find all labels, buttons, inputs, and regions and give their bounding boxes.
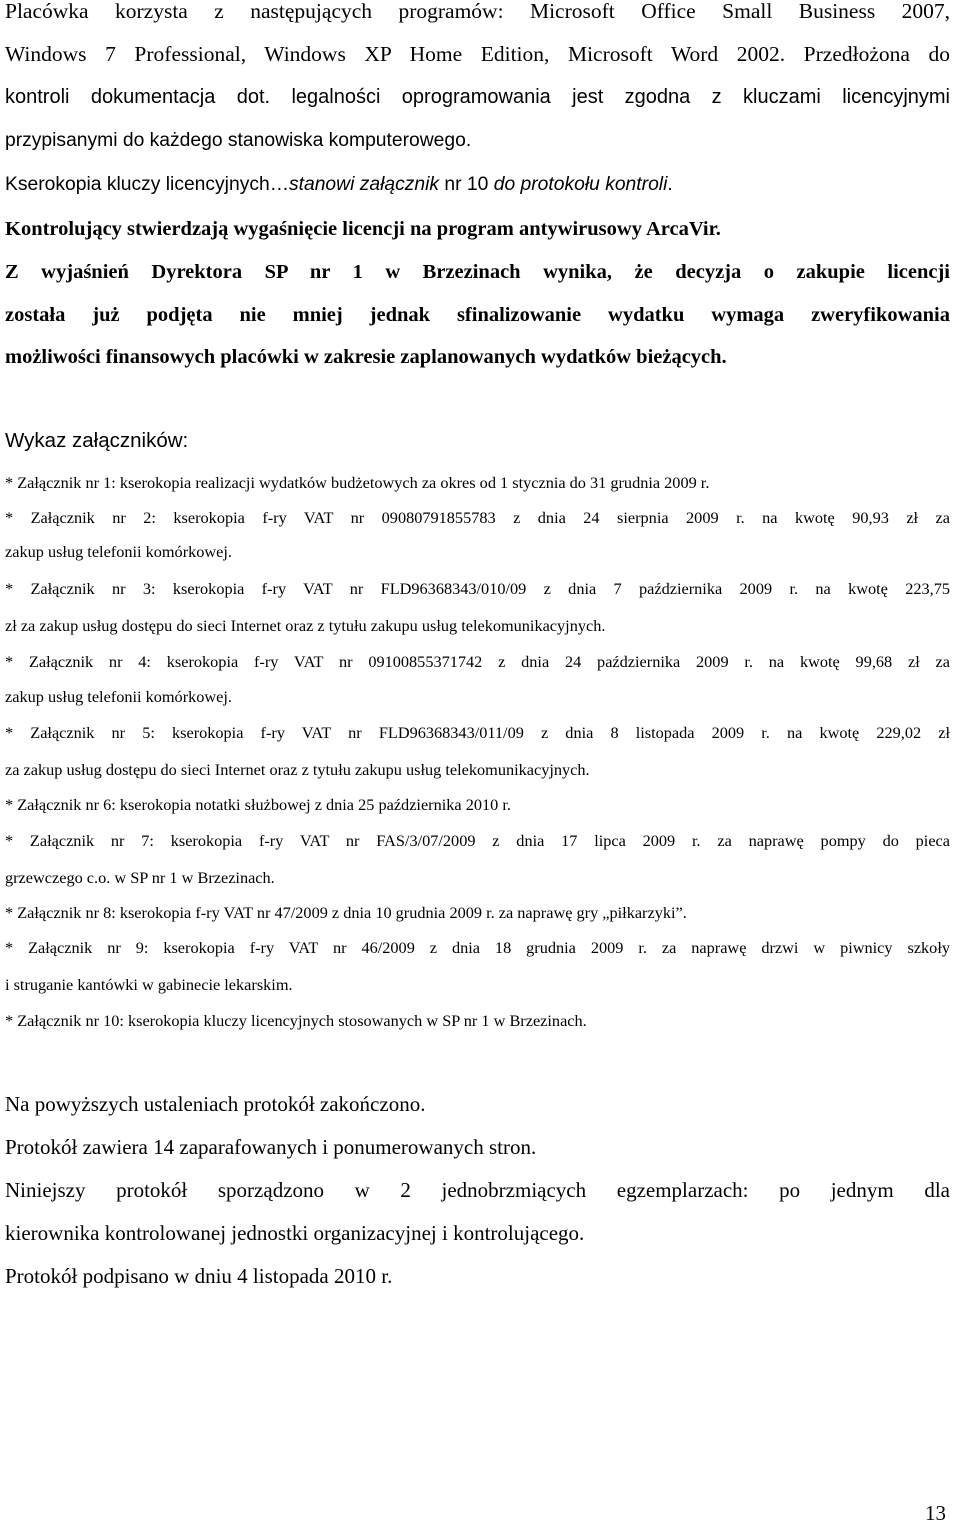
closing-line-4: kierownika kontrolowanej jednostki organizacyjnej i kontrolującego. — [5, 1221, 585, 1245]
intro-line-5-d: załącznik — [359, 174, 440, 195]
attachment-line: * Załącznik nr 6: kserokopia notatki służbowej z dnia 25 października 2010 r. — [5, 795, 511, 814]
attachment-line: zł za zakup usług dostępu do sieci Internet oraz z tytułu zakupu usług telekomunikacyjnych. — [5, 616, 606, 635]
attachment-line: za zakup usług dostępu do sieci Internet oraz z tytułu zakupu usług telekomunikacyjnych. — [5, 760, 590, 779]
findings-line-4: możliwości finansowych placówki w zakresie zaplanowanych wydatków bieżących. — [5, 346, 727, 368]
intro-line-3: kontroli dokumentacja dot. legalności oprogramowania jest zgodna z kluczami licencyjnymi — [5, 86, 950, 108]
findings-line-3: została już podjęta nie mniej jednak sfinalizowanie wydatku wymaga zweryfikowania — [5, 304, 950, 326]
page-number: 13 — [925, 1501, 946, 1525]
findings-line-2: Z wyjaśnień Dyrektora SP nr 1 w Brzezinach wynika, że decyzja o zakupie licencji — [5, 261, 950, 283]
closing-line-2: Protokół zawiera 14 zaparafowanych i ponumerowanych stron. — [5, 1135, 537, 1159]
closing-line-5: Protokół podpisano w dniu 4 listopada 2010 r. — [5, 1264, 393, 1288]
attachment-line: * Załącznik nr 1: kserokopia realizacji wydatków budżetowych za okres od 1 stycznia do 31 grudnia 2009 r. — [5, 473, 710, 492]
attachment-line: * Załącznik nr 2: kserokopia f-ry VAT nr 09080791855783 z dnia 24 sierpnia 2009 r. na kwotę 90,93 zł za — [5, 508, 950, 527]
attachment-line: * Załącznik nr 4: kserokopia f-ry VAT nr 09100855371742 z dnia 24 października 2009 r. na kwotę 99,68 zł za — [5, 652, 950, 671]
findings-line-1: Kontrolujący stwierdzają wygaśnięcie licencji na program antywirusowy ArcaVir. — [5, 218, 721, 240]
attachment-line: zakup usług telefonii komórkowej. — [5, 687, 232, 706]
intro-line-5-g: . — [667, 174, 673, 195]
intro-line-2: Windows 7 Professional, Windows XP Home Edition, Microsoft Word 2002. Przedłożona do — [5, 42, 950, 66]
closing-line-3: Niniejszy protokół sporządzono w 2 jednobrzmiących egzemplarzach: po jednym dla — [5, 1178, 950, 1202]
attachment-line: zakup usług telefonii komórkowej. — [5, 542, 232, 561]
attachment-line: grzewczego c.o. w SP nr 1 w Brzezinach. — [5, 868, 275, 887]
intro-line-1: Placówka korzysta z następujących programów: Microsoft Office Small Business 2007, — [5, 0, 950, 23]
attachment-line: i struganie kantówki w gabinecie lekarskim. — [5, 975, 293, 994]
attachment-line: * Załącznik nr 8: kserokopia f-ry VAT nr 47/2009 z dnia 10 grudnia 2009 r. za naprawę gry „piłkarzyki”. — [5, 903, 687, 922]
attachment-line: * Załącznik nr 5: kserokopia f-ry VAT nr FLD96368343/011/09 z dnia 8 listopada 2009 r. na kwotę 229,02 zł — [5, 723, 950, 742]
intro-line-5-a: Kserokopia kluczy licencyjnych… — [5, 174, 289, 195]
intro-line-4: przypisanymi do każdego stanowiska komputerowego. — [5, 130, 472, 151]
intro-line-5-b: stanowi — [288, 174, 355, 195]
intro-line-5-e: nr 10 — [439, 174, 494, 195]
attachment-line: * Załącznik nr 9: kserokopia f-ry VAT nr 46/2009 z dnia 18 grudnia 2009 r. za naprawę drzwi w piwnicy szkoły — [5, 938, 950, 957]
intro-line-5 — [5, 175, 950, 194]
intro-line-5-f: do protokołu kontroli — [493, 174, 668, 195]
attachments-heading: Wykaz załączników: — [5, 429, 189, 452]
attachment-line: * Załącznik nr 10: kserokopia kluczy licencyjnych stosowanych w SP nr 1 w Brzezinach. — [5, 1011, 587, 1030]
attachment-line: * Załącznik nr 7: kserokopia f-ry VAT nr FAS/3/07/2009 z dnia 17 lipca 2009 r. za naprawę pompy do pieca — [5, 831, 950, 850]
attachment-line: * Załącznik nr 3: kserokopia f-ry VAT nr FLD96368343/010/09 z dnia 7 października 2009 r. na kwotę 223,75 — [5, 579, 950, 598]
closing-line-1: Na powyższych ustaleniach protokół zakończono. — [5, 1092, 426, 1116]
